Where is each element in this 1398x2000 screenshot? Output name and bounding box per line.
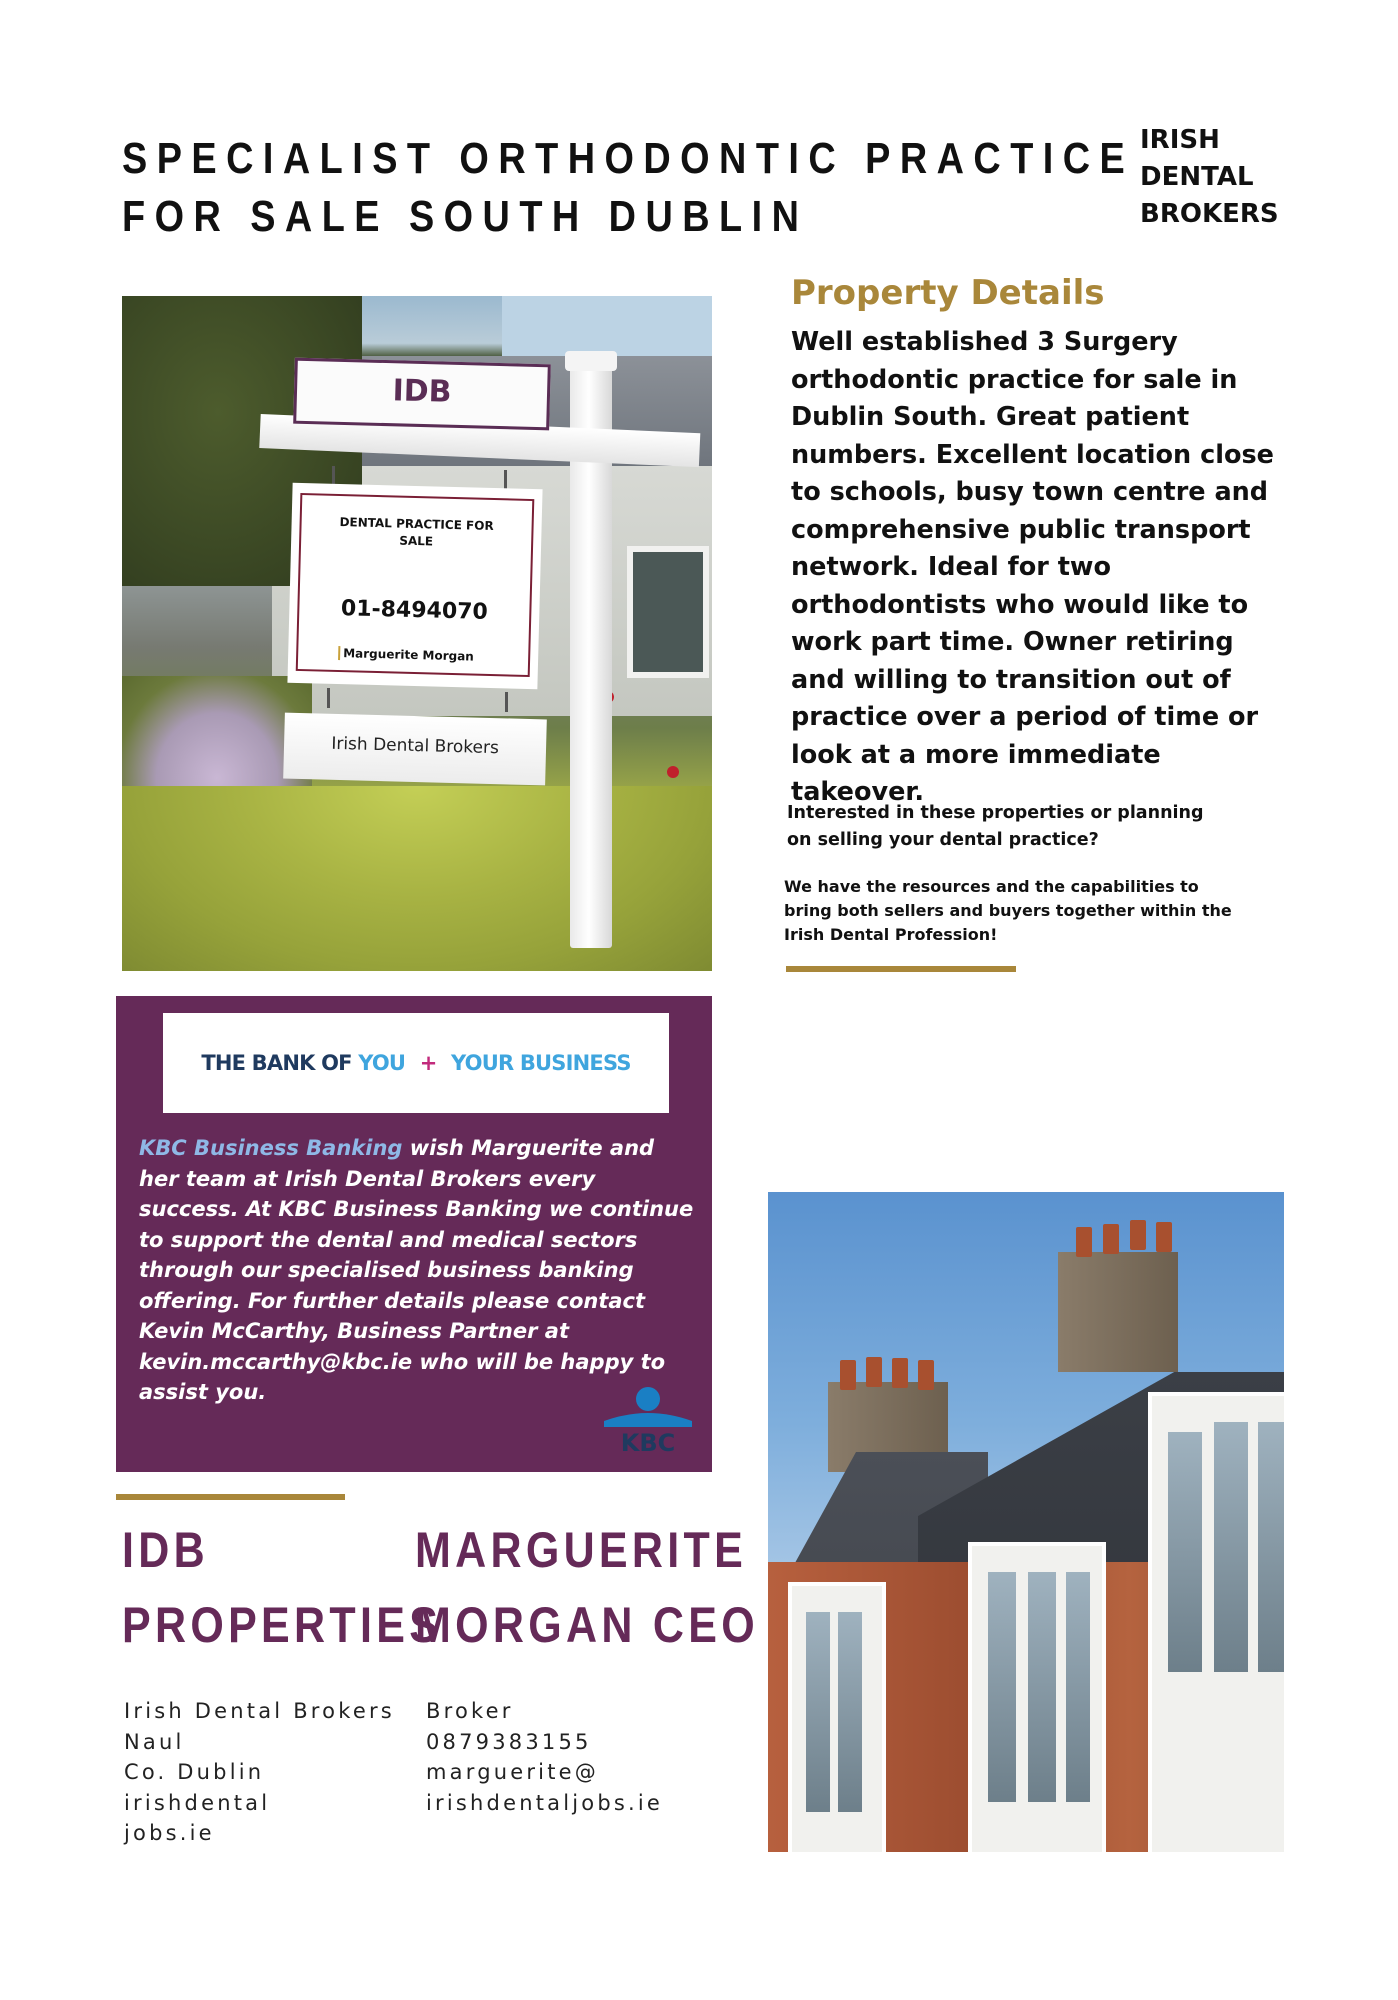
kbc-slogan	[163, 1051, 669, 1075]
page-title	[122, 130, 1135, 246]
window-pane	[988, 1572, 1016, 1802]
kbc-logo-arc	[604, 1413, 692, 1427]
sign-line-2: SALE	[399, 533, 434, 549]
sign-dental-practice	[301, 513, 532, 553]
window-pane	[1258, 1422, 1284, 1672]
kbc-banner	[163, 1013, 669, 1113]
sign-irish-dental-brokers	[283, 713, 547, 786]
house-window	[627, 546, 709, 678]
divider	[116, 1494, 345, 1500]
chimney-pot	[840, 1360, 856, 1390]
sign-idb	[293, 358, 551, 431]
slogan-bank-of: THE BANK OF	[201, 1051, 352, 1075]
brand-name	[1140, 122, 1340, 233]
right-heading-line-1: MARGUERITE	[415, 1522, 748, 1578]
window-pane	[838, 1612, 862, 1812]
terraced-houses-photo	[768, 1192, 1284, 1852]
chimney-pot	[892, 1358, 908, 1388]
sign-border	[296, 493, 535, 677]
company-town: Naul	[124, 1729, 185, 1754]
inquiry-line-2: on selling your dental practice?	[787, 830, 1099, 850]
window-pane	[1066, 1572, 1090, 1802]
left-heading-line-2: PROPERTIES	[122, 1597, 443, 1653]
hedge	[122, 786, 712, 971]
left-heading-line-1: IDB	[122, 1522, 209, 1578]
ceo-email-part-2[interactable]: irishdentaljobs.ie	[426, 1790, 664, 1815]
sign-idb-text: IDB	[392, 373, 452, 410]
brand-line-3: BROKERS	[1140, 199, 1279, 229]
rose	[667, 766, 679, 778]
divider	[786, 966, 1016, 972]
chimney-pot	[1103, 1224, 1119, 1254]
ceo-phone[interactable]: 0879383155	[426, 1729, 592, 1754]
chimney-pot	[1156, 1222, 1172, 1252]
slogan-plus: +	[419, 1051, 437, 1075]
kbc-logo-text: KBC	[620, 1429, 676, 1455]
company-website-part-2[interactable]: jobs.ie	[124, 1821, 215, 1845]
kbc-logo	[602, 1385, 694, 1455]
for-sale-sign-photo	[122, 296, 712, 971]
chimney-pot	[1130, 1220, 1146, 1250]
sign-hook	[327, 688, 330, 708]
window-pane	[1214, 1422, 1248, 1672]
window-pane	[806, 1612, 830, 1812]
ceo-contact	[426, 1696, 663, 1818]
ceo-role: Broker	[426, 1699, 514, 1723]
window-pane	[1028, 1572, 1056, 1802]
chimney-pot	[866, 1357, 882, 1387]
company-county: Co. Dublin	[124, 1760, 265, 1784]
property-details-heading: Property Details	[791, 273, 1105, 313]
sign-for-sale	[287, 483, 542, 689]
kbc-logo-dot	[636, 1387, 660, 1411]
chimney	[1058, 1252, 1178, 1372]
sign-hook	[504, 470, 507, 490]
kbc-message-body: wish Marguerite and her team at Irish Dental Brokers every success. At KBC Business Banking we continue to support the dental and medical sectors through our specialised business banking offering. For further details please contact Kevin McCarthy, Business Partner at kevin.mccarthy@kbc.ie who will be happy to assist you.	[139, 1136, 694, 1404]
sign-phone: 01-8494070	[340, 596, 489, 625]
chimney-pot	[1076, 1227, 1092, 1257]
chimney-pot	[918, 1360, 934, 1390]
resources-statement: We have the resources and the capabilities to bring both sellers and buyers together within the Irish Dental Profession!	[784, 877, 1232, 944]
slogan-you: YOU	[358, 1051, 406, 1075]
ceo-heading	[415, 1513, 759, 1663]
inquiry-question	[787, 800, 1237, 854]
bay-window	[788, 1582, 886, 1852]
company-website-part-1[interactable]: irishdental	[124, 1790, 271, 1815]
sign-post-cap	[565, 351, 617, 371]
kbc-highlight: KBC Business Banking	[139, 1136, 403, 1160]
sign-hook	[505, 692, 508, 712]
title-line-2: FOR SALE SOUTH DUBLIN	[122, 192, 809, 241]
sign-lower-text: Irish Dental Brokers	[331, 733, 500, 759]
idb-properties-heading	[122, 1513, 442, 1663]
slogan-your-business: YOUR BUSINESS	[451, 1051, 631, 1075]
sign-line-1: DENTAL PRACTICE FOR	[339, 515, 494, 534]
window-pane	[1168, 1432, 1202, 1672]
company-contact	[124, 1696, 395, 1849]
ceo-email-part-1[interactable]: marguerite@	[426, 1760, 599, 1784]
brand-line-1: IRISH	[1140, 125, 1220, 155]
company-name: Irish Dental Brokers	[124, 1699, 395, 1723]
sign-name: Marguerite Morgan	[338, 646, 474, 664]
inquiry-line-1: Interested in these properties or planning	[787, 803, 1204, 823]
property-description: Well established 3 Surgery orthodontic practice for sale in Dublin South. Great patient numbers. Excellent location close to schools, busy town centre and comprehensive public transport network. Ideal for two orthodontists who would like to work part time. Owner retiring and willing to transition out of practice over a period of time or look at a more immediate takeover.	[791, 327, 1274, 807]
right-heading-line-2: MORGAN CEO	[415, 1597, 759, 1653]
kbc-message	[139, 1133, 699, 1408]
brand-line-2: DENTAL	[1140, 162, 1254, 192]
title-line-1: SPECIALIST ORTHODONTIC PRACTICE	[122, 134, 1135, 183]
